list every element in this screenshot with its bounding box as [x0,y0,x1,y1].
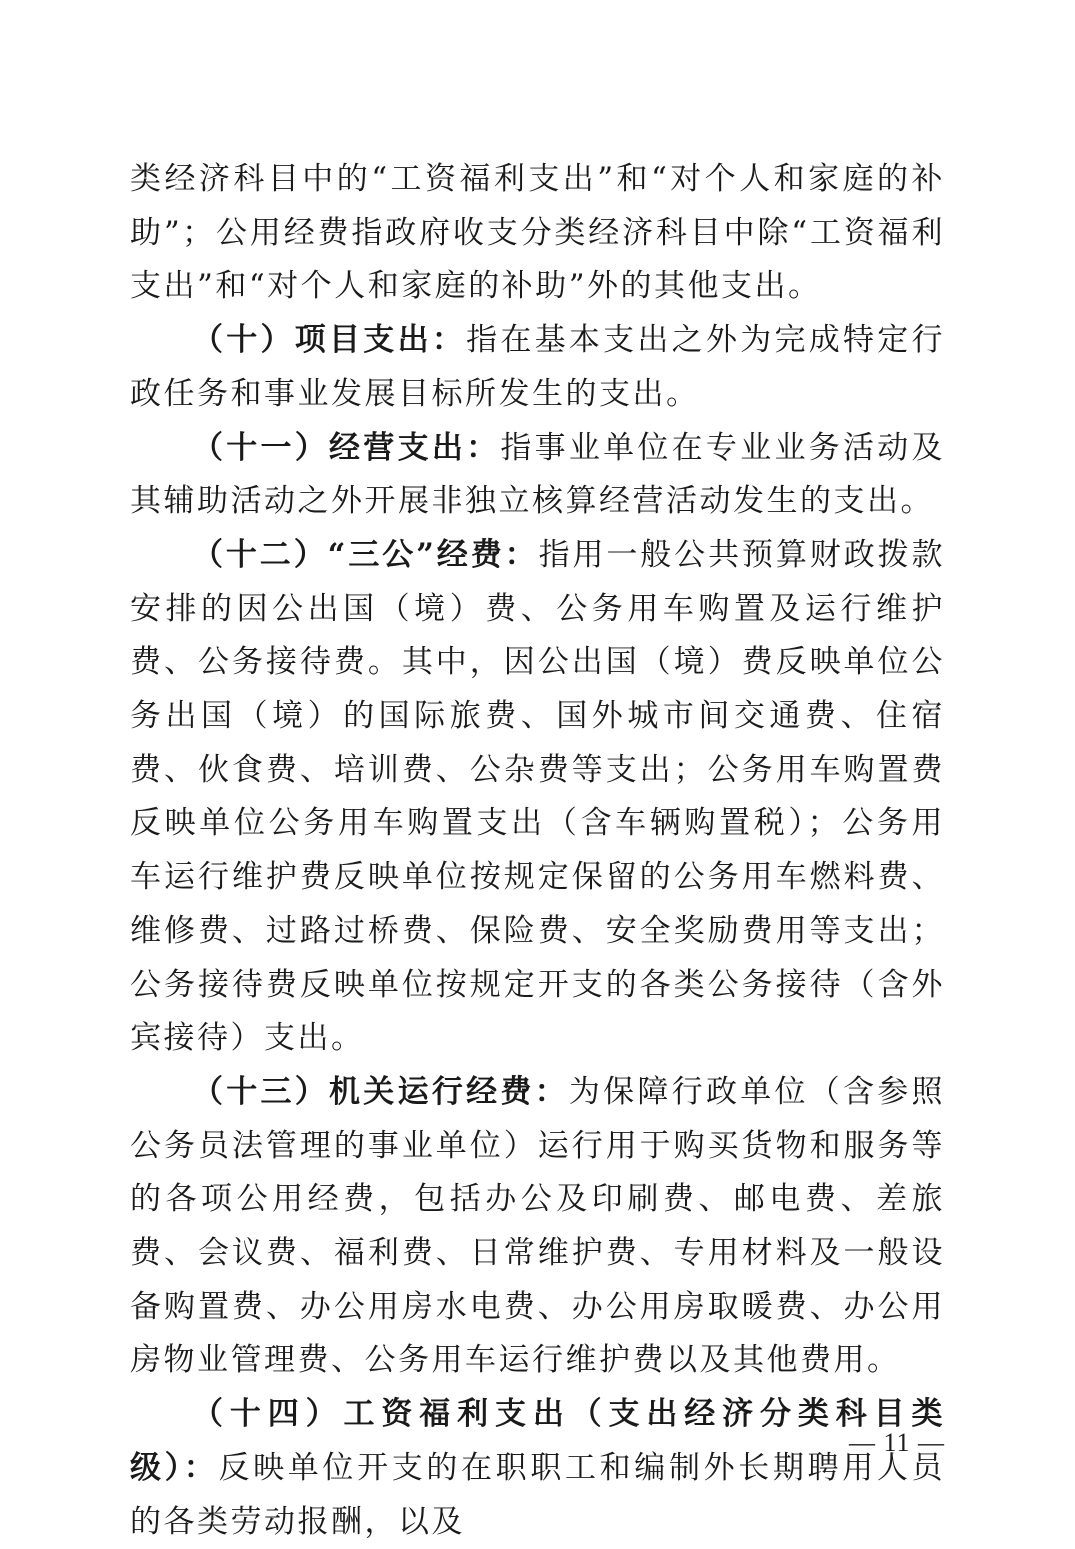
body-text [130,153,945,1549]
paragraph-continuation [130,153,945,314]
paragraph-agency-operating-funds [130,1066,945,1388]
paragraph-heading: （十一）经营支出： [192,429,501,466]
paragraph-text: 反映单位开支的在职职工和编制外长期聘用人员的各类劳动报酬，以及 [130,1449,946,1540]
page-number: — 11 — [848,1428,945,1457]
paragraph-wages-welfare [130,1388,945,1549]
paragraph-heading: （十二）“三公”经费： [192,536,539,573]
paragraph-text: 指在基本支出之外为完成特定行政任务和事业发展目标所发生的支出。 [130,322,946,412]
paragraph-text: 指用一般公共预算财政拨款安排的因公出国（境）费、公务用车购置及运行维护费、公务接待费。其中，因公出国（境）费反映单位公务出国（境）的国际旅费、国外城市间交通费、住宿费、伙食费、培训费、公杂费等支出；公务用车购置费反映单位公务用车购置支出（含车辆购置税）；公务用车运行维护费反映单位按规定保留的公务用车燃料费、维修费、过路过桥费、保险费、安全奖励费用等支出；公务接待费反映单位按规定开支的各类公务接待（含外宾接待）支出。 [130,536,945,1057]
paragraph-heading: （十三）机关运行经费： [192,1073,569,1110]
paragraph-heading: （十四）工资福利支出（支出经济分类科目类级）： [130,1396,945,1486]
paragraph-text: 指事业单位在专业业务活动及其辅助活动之外开展非独立核算经营活动发生的支出。 [130,429,946,520]
paragraph-text: 为保障行政单位（含参照公务员法管理的事业单位）运行用于购买货物和服务等的各项公用经费，包括办公及印刷费、邮电费、差旅费、会议费、福利费、日常维护费、专用材料及一般设备购置费、办公用房水电费、办公用房取暖费、办公用房物业管理费、公务用车运行维护费以及其他费用。 [130,1073,946,1379]
paragraph-three-public-expenses [130,529,945,1066]
paragraph-operating-expenditure [130,422,945,529]
paragraph-heading: （十）项目支出： [192,322,467,359]
paragraph-project-expenditure [130,314,945,421]
paragraph-text: 类经济科目中的“工资福利支出”和“对个人和家庭的补助”；公用经费指政府收支分类经济科目中除“工资福利支出”和“对个人和家庭的补助”外的其他支出。 [130,161,945,305]
